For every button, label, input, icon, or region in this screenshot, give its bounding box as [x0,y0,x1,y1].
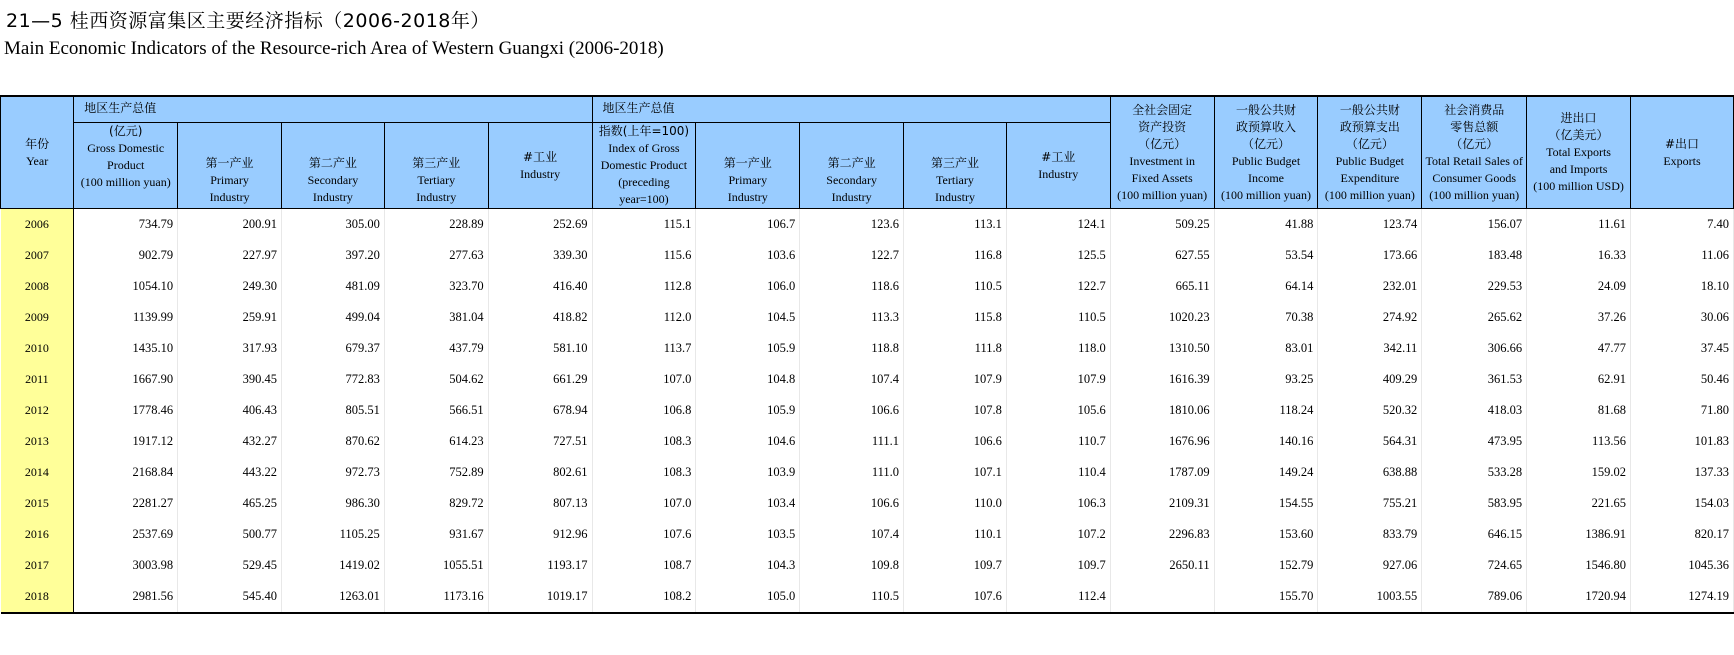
value-cell: 614.23 [384,426,488,457]
value-cell: 509.25 [1110,209,1214,241]
value-cell: 113.1 [904,209,1007,241]
header-gdp-index: 指数(上年=100) Index of Gross Domestic Product (preceding year=100) [592,123,696,209]
value-cell: 829.72 [384,488,488,519]
table-row [1,550,1734,581]
value-cell: 972.73 [281,457,384,488]
value-cell: 107.1 [904,457,1007,488]
table-row [1,426,1734,457]
value-cell: 1274.19 [1630,581,1733,613]
value-cell: 2296.83 [1110,519,1214,550]
value-cell: 110.0 [904,488,1007,519]
year-cell: 2015 [1,488,74,519]
value-cell: 274.92 [1318,302,1422,333]
value-cell: 107.8 [904,395,1007,426]
value-cell: 108.3 [592,426,696,457]
value-cell: 1019.17 [488,581,592,613]
value-cell: 465.25 [178,488,282,519]
header-budget-income: 一般公共财 政预算收入 （亿元） Public Budget Income (100 million yuan) [1214,96,1318,209]
value-cell: 112.8 [592,271,696,302]
value-cell: 2537.69 [74,519,178,550]
value-cell: 154.55 [1214,488,1318,519]
table-title-en: Main Economic Indicators of the Resource-rich Area of Western Guangxi (2006-2018) [4,38,664,59]
value-cell: 106.6 [904,426,1007,457]
value-cell: 221.65 [1527,488,1631,519]
value-cell: 104.5 [696,302,800,333]
value-cell: 755.21 [1318,488,1422,519]
value-cell: 37.45 [1630,333,1733,364]
value-cell: 1139.99 [74,302,178,333]
value-cell: 118.0 [1006,333,1110,364]
year-cell: 2009 [1,302,74,333]
value-cell: 107.4 [800,364,904,395]
value-cell: 153.60 [1214,519,1318,550]
value-cell: 47.77 [1527,333,1631,364]
value-cell: 107.6 [592,519,696,550]
value-cell: 103.4 [696,488,800,519]
value-cell: 545.40 [178,581,282,613]
value-cell: 2981.56 [74,581,178,613]
value-cell: 902.79 [74,240,178,271]
value-cell: 103.9 [696,457,800,488]
value-cell: 437.79 [384,333,488,364]
value-cell: 342.11 [1318,333,1422,364]
value-cell: 62.91 [1527,364,1631,395]
year-cell: 2007 [1,240,74,271]
value-cell: 227.97 [178,240,282,271]
header-index-primary: 第一产业 Primary Industry [696,123,800,209]
value-cell: 520.32 [1318,395,1422,426]
header-index-industry: #工业 Industry [1006,123,1110,209]
value-cell: 661.29 [488,364,592,395]
value-cell: 123.74 [1318,209,1422,241]
value-cell: 1676.96 [1110,426,1214,457]
value-cell: 149.24 [1214,457,1318,488]
value-cell: 108.2 [592,581,696,613]
table-row [1,364,1734,395]
value-cell: 110.1 [904,519,1007,550]
table-row [1,457,1734,488]
value-cell: 113.3 [800,302,904,333]
year-cell: 2016 [1,519,74,550]
value-cell: 110.5 [904,271,1007,302]
header-tertiary-industry: 第三产业 Tertiary Industry [384,123,488,209]
value-cell: 752.89 [384,457,488,488]
value-cell: 529.45 [178,550,282,581]
value-cell: 183.48 [1422,240,1527,271]
value-cell: 152.79 [1214,550,1318,581]
value-cell: 2281.27 [74,488,178,519]
value-cell: 107.0 [592,364,696,395]
value-cell: 361.53 [1422,364,1527,395]
value-cell: 137.33 [1630,457,1733,488]
value-cell: 111.0 [800,457,904,488]
value-cell: 16.33 [1527,240,1631,271]
value-cell: 802.61 [488,457,592,488]
value-cell: 499.04 [281,302,384,333]
value-cell: 277.63 [384,240,488,271]
value-cell: 339.30 [488,240,592,271]
table-body [1,209,1734,614]
value-cell: 37.26 [1527,302,1631,333]
header-gdp: (亿元) Gross Domestic Product (100 million yuan) [74,123,178,209]
header-index-secondary: 第二产业 Secondary Industry [800,123,904,209]
header-total-trade: 进出口 （亿美元） Total Exports and Imports (100 million USD) [1527,96,1631,209]
value-cell: 2650.11 [1110,550,1214,581]
value-cell: 1263.01 [281,581,384,613]
value-cell: 154.03 [1630,488,1733,519]
value-cell: 1419.02 [281,550,384,581]
value-cell: 678.94 [488,395,592,426]
value-cell: 323.70 [384,271,488,302]
value-cell: 113.56 [1527,426,1631,457]
value-cell: 105.9 [696,333,800,364]
value-cell: 18.10 [1630,271,1733,302]
value-cell: 156.07 [1422,209,1527,241]
year-cell: 2011 [1,364,74,395]
value-cell: 418.82 [488,302,592,333]
value-cell: 432.27 [178,426,282,457]
value-cell: 107.0 [592,488,696,519]
year-cell: 2006 [1,209,74,241]
value-cell: 1787.09 [1110,457,1214,488]
value-cell: 105.0 [696,581,800,613]
value-cell: 927.06 [1318,550,1422,581]
value-cell: 93.25 [1214,364,1318,395]
value-cell: 107.6 [904,581,1007,613]
year-cell: 2013 [1,426,74,457]
value-cell: 109.8 [800,550,904,581]
value-cell: 581.10 [488,333,592,364]
value-cell: 1193.17 [488,550,592,581]
table-row [1,395,1734,426]
value-cell: 583.95 [1422,488,1527,519]
value-cell: 11.06 [1630,240,1733,271]
value-cell: 122.7 [800,240,904,271]
year-cell: 2018 [1,581,74,613]
value-cell: 173.66 [1318,240,1422,271]
value-cell: 252.69 [488,209,592,241]
value-cell: 109.7 [904,550,1007,581]
value-cell: 110.5 [1006,302,1110,333]
value-cell: 106.3 [1006,488,1110,519]
value-cell: 110.7 [1006,426,1110,457]
value-cell: 1720.94 [1527,581,1631,613]
table-title-cn: 21—5 桂西资源富集区主要经济指标（2006-2018年） [6,10,490,32]
value-cell: 724.65 [1422,550,1527,581]
header-primary-industry: 第一产业 Primary Industry [178,123,282,209]
value-cell: 416.40 [488,271,592,302]
value-cell: 564.31 [1318,426,1422,457]
value-cell: 50.46 [1630,364,1733,395]
value-cell: 24.09 [1527,271,1631,302]
value-cell: 104.3 [696,550,800,581]
value-cell: 1546.80 [1527,550,1631,581]
value-cell: 81.68 [1527,395,1631,426]
value-cell: 109.7 [1006,550,1110,581]
value-cell: 107.2 [1006,519,1110,550]
value-cell: 2109.31 [1110,488,1214,519]
value-cell: 381.04 [384,302,488,333]
header-year: 年份 Year [1,96,74,209]
value-cell: 390.45 [178,364,282,395]
value-cell: 1054.10 [74,271,178,302]
value-cell: 228.89 [384,209,488,241]
value-cell: 805.51 [281,395,384,426]
value-cell: 734.79 [74,209,178,241]
table-row [1,488,1734,519]
value-cell: 30.06 [1630,302,1733,333]
year-cell: 2012 [1,395,74,426]
value-cell: 71.80 [1630,395,1733,426]
value-cell: 986.30 [281,488,384,519]
value-cell: 112.0 [592,302,696,333]
value-cell: 108.3 [592,457,696,488]
value-cell: 665.11 [1110,271,1214,302]
year-cell: 2017 [1,550,74,581]
value-cell: 104.8 [696,364,800,395]
year-cell: 2008 [1,271,74,302]
value-cell: 123.6 [800,209,904,241]
table-row [1,240,1734,271]
value-cell: 646.15 [1422,519,1527,550]
header-gdp-group: 地区生产总值 [74,96,592,123]
value-cell: 7.40 [1630,209,1733,241]
value-cell: 833.79 [1318,519,1422,550]
value-cell: 155.70 [1214,581,1318,613]
year-cell: 2010 [1,333,74,364]
value-cell: 317.93 [178,333,282,364]
value-cell: 115.6 [592,240,696,271]
value-cell: 159.02 [1527,457,1631,488]
value-cell: 118.6 [800,271,904,302]
header-exports: #出口 Exports [1630,96,1733,209]
value-cell: 104.6 [696,426,800,457]
value-cell: 106.6 [800,395,904,426]
value-cell: 1667.90 [74,364,178,395]
value-cell: 397.20 [281,240,384,271]
value-cell: 105.9 [696,395,800,426]
value-cell: 1105.25 [281,519,384,550]
value-cell [1110,581,1214,613]
value-cell: 481.09 [281,271,384,302]
value-cell: 306.66 [1422,333,1527,364]
header-index-tertiary: 第三产业 Tertiary Industry [904,123,1007,209]
value-cell: 115.8 [904,302,1007,333]
value-cell: 110.4 [1006,457,1110,488]
value-cell: 406.43 [178,395,282,426]
value-cell: 1173.16 [384,581,488,613]
year-cell: 2014 [1,457,74,488]
value-cell: 108.7 [592,550,696,581]
table-row [1,581,1734,613]
value-cell: 1020.23 [1110,302,1214,333]
value-cell: 53.54 [1214,240,1318,271]
value-cell: 112.4 [1006,581,1110,613]
value-cell: 122.7 [1006,271,1110,302]
value-cell: 101.83 [1630,426,1733,457]
value-cell: 229.53 [1422,271,1527,302]
header-budget-expenditure: 一般公共财 政预算支出 （亿元） Public Budget Expenditure (100 million yuan) [1318,96,1422,209]
value-cell: 772.83 [281,364,384,395]
value-cell: 64.14 [1214,271,1318,302]
value-cell: 113.7 [592,333,696,364]
header-retail-sales: 社会消费品 零售总额 （亿元） Total Retail Sales of Consumer Goods (100 million yuan) [1422,96,1527,209]
value-cell: 232.01 [1318,271,1422,302]
value-cell: 249.30 [178,271,282,302]
value-cell: 1917.12 [74,426,178,457]
value-cell: 41.88 [1214,209,1318,241]
value-cell: 107.9 [904,364,1007,395]
value-cell: 820.17 [1630,519,1733,550]
value-cell: 110.5 [800,581,904,613]
header-index-group: 地区生产总值 [592,96,1110,123]
value-cell: 679.37 [281,333,384,364]
value-cell: 140.16 [1214,426,1318,457]
value-cell: 931.67 [384,519,488,550]
value-cell: 409.29 [1318,364,1422,395]
header-secondary-industry: 第二产业 Secondary Industry [281,123,384,209]
table-row [1,209,1734,241]
table-row [1,271,1734,302]
value-cell: 107.9 [1006,364,1110,395]
value-cell: 1310.50 [1110,333,1214,364]
header-investment: 全社会固定 资产投资 （亿元） Investment in Fixed Assets (100 million yuan) [1110,96,1214,209]
header-industry: #工业 Industry [488,123,592,209]
value-cell: 418.03 [1422,395,1527,426]
value-cell: 1810.06 [1110,395,1214,426]
value-cell: 638.88 [1318,457,1422,488]
value-cell: 305.00 [281,209,384,241]
value-cell: 504.62 [384,364,488,395]
value-cell: 111.8 [904,333,1007,364]
value-cell: 103.5 [696,519,800,550]
value-cell: 124.1 [1006,209,1110,241]
value-cell: 627.55 [1110,240,1214,271]
value-cell: 106.8 [592,395,696,426]
value-cell: 116.8 [904,240,1007,271]
value-cell: 125.5 [1006,240,1110,271]
table-row [1,302,1734,333]
economic-indicators-table [0,95,1734,614]
value-cell: 106.0 [696,271,800,302]
value-cell: 533.28 [1422,457,1527,488]
value-cell: 473.95 [1422,426,1527,457]
value-cell: 118.24 [1214,395,1318,426]
table-row [1,333,1734,364]
table-row [1,519,1734,550]
value-cell: 70.38 [1214,302,1318,333]
value-cell: 111.1 [800,426,904,457]
value-cell: 1045.36 [1630,550,1733,581]
value-cell: 1616.39 [1110,364,1214,395]
value-cell: 789.06 [1422,581,1527,613]
value-cell: 870.62 [281,426,384,457]
value-cell: 443.22 [178,457,282,488]
value-cell: 115.1 [592,209,696,241]
value-cell: 2168.84 [74,457,178,488]
value-cell: 566.51 [384,395,488,426]
value-cell: 259.91 [178,302,282,333]
value-cell: 105.6 [1006,395,1110,426]
value-cell: 107.4 [800,519,904,550]
value-cell: 912.96 [488,519,592,550]
value-cell: 200.91 [178,209,282,241]
value-cell: 118.8 [800,333,904,364]
value-cell: 106.6 [800,488,904,519]
value-cell: 106.7 [696,209,800,241]
value-cell: 265.62 [1422,302,1527,333]
value-cell: 1386.91 [1527,519,1631,550]
value-cell: 103.6 [696,240,800,271]
value-cell: 1778.46 [74,395,178,426]
value-cell: 3003.98 [74,550,178,581]
value-cell: 807.13 [488,488,592,519]
value-cell: 1055.51 [384,550,488,581]
value-cell: 500.77 [178,519,282,550]
value-cell: 11.61 [1527,209,1631,241]
value-cell: 1435.10 [74,333,178,364]
value-cell: 727.51 [488,426,592,457]
value-cell: 1003.55 [1318,581,1422,613]
value-cell: 83.01 [1214,333,1318,364]
